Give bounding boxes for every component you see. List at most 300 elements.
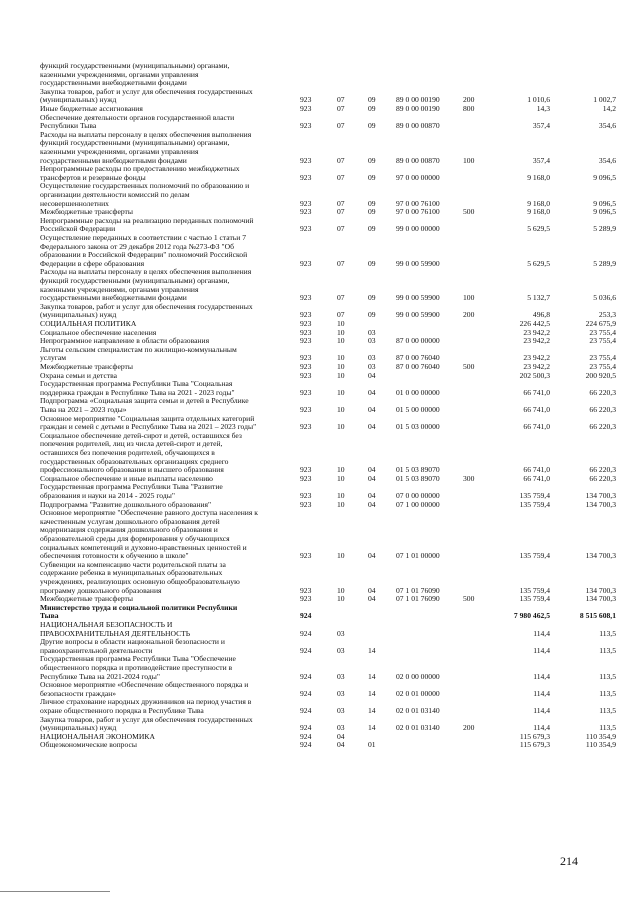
- expense-type-code: 100: [463, 293, 475, 303]
- amount-year-2: 66 220,3: [589, 404, 616, 414]
- section-code: 07: [337, 198, 345, 208]
- ministry-code: 923: [300, 404, 312, 414]
- target-article-code: 89 0 00 00870: [396, 155, 440, 165]
- description-line: функций государственными (муниципальными) органами,: [40, 275, 230, 285]
- description-line: СОЦИАЛЬНАЯ ПОЛИТИКА: [40, 319, 137, 328]
- ministry-code: 923: [300, 465, 312, 475]
- amount-year-1: 114,4: [533, 628, 550, 638]
- description-line: Основное мероприятие «Обеспечение общественного порядка и: [40, 680, 249, 690]
- row-description: [40, 432, 298, 475]
- description-line: Тыва: [40, 611, 59, 621]
- description-line: Расходы на выплаты персоналу в целях обеспечения выполнения: [40, 129, 252, 139]
- ministry-code: 923: [300, 362, 312, 371]
- description-line: Государственная программа Республики Тыва "Развитие: [40, 482, 223, 492]
- amount-year-1: 23 942,2: [523, 353, 550, 363]
- amount-year-2: 23 755,4: [589, 327, 616, 337]
- description-line: Федерального закона от 29 декабря 2012 года №273-ФЗ "Об: [40, 241, 234, 251]
- table-row: [0, 698, 639, 715]
- target-article-code: 07 1 01 00000: [396, 551, 440, 561]
- description-line: Российской Федерации: [40, 224, 116, 234]
- amount-year-1: 135 759,4: [519, 490, 550, 500]
- description-line: Республики Тыва: [40, 121, 97, 131]
- description-line: поддержка граждан в Республике Тыва на 2021 - 2023 годы": [40, 387, 235, 397]
- amount-year-1: 9 168,0: [527, 198, 550, 208]
- table-row: [0, 114, 639, 131]
- ministry-code: 923: [300, 172, 312, 182]
- description-line: обеспечения готовности к обучению в школе": [40, 551, 189, 561]
- amount-year-2: 5 289,9: [593, 224, 616, 234]
- target-article-code: 99 0 00 00000: [396, 224, 440, 234]
- description-line: НАЦИОНАЛЬНАЯ БЕЗОПАСНОСТЬ И: [40, 620, 173, 629]
- amount-year-2: 66 220,3: [589, 465, 616, 475]
- target-article-code: 89 0 00 00190: [396, 95, 440, 105]
- section-code: 03: [337, 723, 345, 733]
- description-line: (муниципальных) нужд: [40, 95, 117, 105]
- amount-year-1: 357,4: [532, 121, 550, 131]
- description-line: трансфертов и резервные фонды: [40, 172, 146, 182]
- description-line: программу дошкольного образования: [40, 585, 162, 595]
- amount-year-1: 14,3: [536, 104, 550, 113]
- subsection-code: 09: [368, 172, 376, 182]
- row-description: [40, 131, 298, 165]
- expense-type-code: 200: [463, 723, 475, 733]
- amount-year-2: 113,5: [599, 723, 616, 733]
- section-code: 07: [337, 95, 345, 105]
- amount-year-1: 114,4: [533, 645, 550, 655]
- description-line: общественного порядка и противодействие преступности в: [40, 662, 233, 672]
- amount-year-2: 110 354,9: [585, 731, 616, 741]
- description-line: Закупка товаров, работ и услуг для обеспечения государственных: [40, 714, 253, 724]
- target-article-code: 01 5 03 00000: [396, 422, 440, 432]
- description-line: Республике Тыва на 2021-2024 годы": [40, 671, 160, 681]
- amount-year-2: 5 289,9: [593, 258, 616, 268]
- target-article-code: 01 5 03 89070: [396, 465, 440, 475]
- subsection-code: 03: [368, 362, 376, 371]
- ministry-code: 923: [300, 95, 312, 105]
- section-code: 07: [337, 224, 345, 234]
- ministry-code: 924: [300, 671, 312, 681]
- target-article-code: 87 0 00 00000: [396, 336, 440, 346]
- subsection-code: 04: [368, 422, 376, 432]
- target-article-code: 99 0 00 59900: [396, 258, 440, 268]
- row-description: [40, 681, 298, 698]
- ministry-code: 924: [300, 740, 312, 750]
- target-article-code: 87 0 00 76040: [396, 362, 440, 371]
- amount-year-2: 66 220,3: [589, 473, 616, 483]
- description-line: качественным услугам дошкольного образования детей: [40, 516, 220, 526]
- target-article-code: 02 0 01 03140: [396, 723, 440, 733]
- row-description: [40, 114, 298, 131]
- description-line: государственными внебюджетными фондами: [40, 155, 187, 165]
- amount-year-1: 114,4: [533, 723, 550, 733]
- subsection-code: 03: [368, 327, 376, 337]
- section-code: 07: [337, 207, 345, 217]
- expense-type-code: 200: [463, 310, 475, 320]
- amount-year-2: 253,3: [598, 310, 616, 320]
- description-line: Непрограммное направление в области образования: [40, 336, 210, 346]
- amount-year-2: 200 920,5: [585, 370, 616, 380]
- amount-year-1: 114,4: [533, 705, 550, 715]
- description-line: функций государственными (муниципальными) органами,: [40, 138, 230, 148]
- target-article-code: 97 0 00 76100: [396, 207, 440, 217]
- description-line: оставшихся без попечения родителей, обучающихся в: [40, 447, 215, 457]
- expense-type-code: 200: [463, 95, 475, 105]
- table-row: [0, 483, 639, 500]
- description-line: Государственная программа Республики Тыва "Обеспечение: [40, 654, 236, 664]
- description-line: казенными учреждениями, органами управления: [40, 284, 199, 294]
- section-code: 03: [337, 628, 345, 638]
- description-line: Межбюджетные трансферты: [40, 207, 133, 217]
- description-line: модернизация содержания дошкольного образования и: [40, 525, 218, 535]
- description-line: (муниципальных) нужд: [40, 723, 117, 733]
- subsection-code: 04: [368, 585, 376, 595]
- amount-year-1: 23 942,2: [523, 336, 550, 346]
- description-line: функций государственными (муниципальными) органами,: [40, 61, 230, 70]
- table-row: [0, 509, 639, 561]
- amount-year-1: 9 168,0: [527, 172, 550, 182]
- target-article-code: 97 0 00 76100: [396, 198, 440, 208]
- ministry-code: 923: [300, 370, 312, 380]
- ministry-code: 924: [300, 723, 312, 733]
- description-line: образования и науки на 2014 - 2025 годы": [40, 490, 175, 500]
- description-line: Обеспечение деятельности органов государственной власти: [40, 112, 235, 122]
- amount-year-1: 135 759,4: [519, 594, 550, 604]
- row-description: [40, 217, 298, 234]
- ministry-code: 923: [300, 327, 312, 337]
- row-description: [40, 346, 298, 363]
- section-code: 07: [337, 155, 345, 165]
- ministry-code: 924: [300, 628, 312, 638]
- section-code: 10: [337, 594, 345, 604]
- ministry-code: 924: [300, 705, 312, 715]
- target-article-code: 99 0 00 59900: [396, 293, 440, 303]
- expense-type-code: 300: [463, 473, 475, 483]
- section-code: 07: [337, 121, 345, 131]
- target-article-code: 89 0 00 00870: [396, 121, 440, 131]
- amount-year-2: 134 700,3: [585, 585, 616, 595]
- description-line: государственных образовательных организациях среднего: [40, 456, 229, 466]
- row-description: [40, 483, 298, 500]
- table-row: [0, 681, 639, 698]
- table-row: [0, 655, 639, 681]
- section-code: 10: [337, 473, 345, 483]
- row-description: [40, 655, 298, 681]
- description-line: Социальное обеспечение населения: [40, 327, 157, 337]
- ministry-code: 923: [300, 319, 312, 328]
- subsection-code: 03: [368, 353, 376, 363]
- amount-year-2: 134 700,3: [585, 594, 616, 604]
- amount-year-1: 66 741,0: [523, 404, 550, 414]
- description-line: Другие вопросы в области национальной безопасности и: [40, 637, 225, 647]
- row-description: [40, 698, 298, 715]
- table-row: [0, 638, 639, 655]
- table-row: [0, 165, 639, 182]
- subsection-code: 04: [368, 594, 376, 604]
- amount-year-1: 496,8: [532, 310, 550, 320]
- ministry-code: 923: [300, 336, 312, 346]
- table-row: [0, 397, 639, 414]
- expense-type-code: 100: [463, 155, 475, 165]
- table-row: [0, 415, 639, 432]
- table-row: [0, 62, 639, 88]
- description-line: Непрограммные расходы по предоставлению межбюджетных: [40, 164, 240, 174]
- description-line: Осуществление переданных в соответствии с частью 1 статьи 7: [40, 233, 247, 242]
- section-code: 07: [337, 293, 345, 303]
- description-line: учреждениях, реализующих основную общеобразовательную: [40, 576, 240, 586]
- section-code: 10: [337, 353, 345, 363]
- amount-year-2: 354,6: [598, 155, 616, 165]
- amount-year-2: 23 755,4: [589, 353, 616, 363]
- table-row: [0, 561, 639, 595]
- description-line: Федерации в сфере образования: [40, 258, 145, 268]
- target-article-code: 97 0 00 00000: [396, 172, 440, 182]
- section-code: 10: [337, 404, 345, 414]
- target-article-code: 07 0 00 00000: [396, 490, 440, 500]
- target-article-code: 01 0 00 00000: [396, 387, 440, 397]
- subsection-code: 01: [368, 740, 376, 750]
- section-code: 07: [337, 258, 345, 268]
- subsection-code: 04: [368, 387, 376, 397]
- table-row: [0, 716, 639, 733]
- row-description: [40, 415, 298, 432]
- ministry-code: 923: [300, 585, 312, 595]
- amount-year-1: 5 629,5: [527, 258, 550, 268]
- section-code: 03: [337, 671, 345, 681]
- ministry-code: 923: [300, 155, 312, 165]
- subsection-code: 04: [368, 490, 376, 500]
- table-row: [0, 217, 639, 234]
- table-row: [0, 182, 639, 208]
- section-code: 10: [337, 551, 345, 561]
- amount-year-2: 113,5: [599, 705, 616, 715]
- target-article-code: 99 0 00 59900: [396, 310, 440, 320]
- description-line: Министерство труда и социальной политики Республики: [40, 602, 238, 612]
- description-line: (муниципальных) нужд: [40, 310, 117, 320]
- ministry-code: 923: [300, 387, 312, 397]
- section-code: 10: [337, 465, 345, 475]
- amount-year-1: 1 010,6: [527, 95, 550, 105]
- amount-year-1: 226 442,5: [519, 319, 550, 328]
- target-article-code: 02 0 01 03140: [396, 705, 440, 715]
- amount-year-2: 66 220,3: [589, 422, 616, 432]
- table-row: [0, 131, 639, 165]
- description-line: Межбюджетные трансферты: [40, 362, 133, 371]
- target-article-code: 01 5 03 89070: [396, 473, 440, 483]
- amount-year-2: 23 755,4: [589, 362, 616, 371]
- amount-year-1: 115 679,3: [519, 731, 550, 741]
- page-number: 214: [560, 854, 578, 868]
- amount-year-2: 354,6: [598, 121, 616, 131]
- subsection-code: 04: [368, 473, 376, 483]
- description-line: Расходы на выплаты персоналу в целях обеспечения выполнения: [40, 267, 252, 277]
- amount-year-1: 135 759,4: [519, 499, 550, 509]
- section-code: 03: [337, 688, 345, 698]
- amount-year-1: 5 132,7: [527, 293, 550, 303]
- description-line: Межбюджетные трансферты: [40, 594, 133, 604]
- target-article-code: 87 0 00 76040: [396, 353, 440, 363]
- amount-year-2: 66 220,3: [589, 387, 616, 397]
- description-line: Основное мероприятие "Обеспечение равного доступа населения к: [40, 508, 258, 518]
- amount-year-1: 66 741,0: [523, 473, 550, 483]
- description-line: Государственная программа Республики Тыва "Социальная: [40, 379, 233, 389]
- table-row: [0, 432, 639, 475]
- amount-year-2: 1 002,7: [593, 95, 616, 105]
- description-line: ПРАВООХРАНИТЕЛЬНАЯ ДЕЯТЕЛЬНОСТЬ: [40, 628, 191, 638]
- subsection-code: 04: [368, 404, 376, 414]
- amount-year-2: 113,5: [599, 628, 616, 638]
- target-article-code: 02 0 01 00000: [396, 688, 440, 698]
- amount-year-2: 9 096,5: [593, 198, 616, 208]
- section-code: 07: [337, 104, 345, 113]
- description-line: охране общественного порядка в Республике Тыва: [40, 705, 204, 715]
- section-code: 04: [337, 740, 345, 750]
- row-description: [40, 234, 298, 268]
- description-line: услугам: [40, 353, 67, 363]
- section-code: 10: [337, 370, 345, 380]
- description-line: профессионального образования и высшего образования: [40, 465, 224, 475]
- subsection-code: 04: [368, 465, 376, 475]
- expense-type-code: 500: [463, 207, 475, 217]
- section-code: 10: [337, 490, 345, 500]
- description-line: социальных компетенций и духовно-нравственных ценностей и: [40, 542, 247, 552]
- expense-type-code: 500: [463, 594, 475, 604]
- subsection-code: 09: [368, 104, 376, 113]
- description-line: Тыва на 2021 – 2023 годы»: [40, 404, 127, 414]
- section-code: 10: [337, 499, 345, 509]
- ministry-code: 923: [300, 594, 312, 604]
- subsection-code: 09: [368, 258, 376, 268]
- amount-year-2: 14,2: [602, 104, 616, 113]
- ministry-code: 923: [300, 490, 312, 500]
- amount-year-2: 8 515 608,1: [579, 611, 616, 621]
- description-line: Закупка товаров, работ и услуг для обеспечения государственных: [40, 86, 253, 96]
- row-description: [40, 303, 298, 320]
- amount-year-2: 113,5: [599, 671, 616, 681]
- description-line: Подпрограмма "Развитие дошкольного образования": [40, 499, 212, 509]
- description-line: Общеэкономические вопросы: [40, 740, 137, 750]
- amount-year-1: 66 741,0: [523, 465, 550, 475]
- subsection-code: 04: [368, 499, 376, 509]
- ministry-code: 923: [300, 353, 312, 363]
- description-line: правоохранительной деятельности: [40, 645, 153, 655]
- table-row: [0, 741, 639, 750]
- row-description: [40, 165, 298, 182]
- ministry-code: 923: [300, 207, 312, 217]
- description-line: Льготы сельским специалистам по жилищно-коммунальным: [40, 344, 237, 354]
- subsection-code: 04: [368, 370, 376, 380]
- amount-year-2: 9 096,5: [593, 172, 616, 182]
- amount-year-1: 114,4: [533, 671, 550, 681]
- row-description: [40, 561, 298, 595]
- amount-year-2: 5 036,6: [593, 293, 616, 303]
- subsection-code: 09: [368, 293, 376, 303]
- description-line: Охрана семьи и детства: [40, 370, 117, 380]
- description-line: Субвенции на компенсацию части родительской платы за: [40, 559, 226, 569]
- section-code: 10: [337, 319, 345, 328]
- subsection-code: 14: [368, 723, 376, 733]
- description-line: образовании в Российской Федерации" полномочий Российской: [40, 250, 248, 260]
- description-line: Подпрограмма «Социальная защита семьи и детей в Республике: [40, 396, 249, 406]
- ministry-code: 923: [300, 258, 312, 268]
- table-row: [0, 621, 639, 638]
- ministry-code: 924: [300, 611, 312, 621]
- description-line: Социальное обеспечение детей-сирот и детей, оставшихся без: [40, 430, 242, 440]
- amount-year-1: 357,4: [532, 155, 550, 165]
- amount-year-1: 66 741,0: [523, 422, 550, 432]
- amount-year-1: 23 942,2: [523, 327, 550, 337]
- ministry-code: 924: [300, 645, 312, 655]
- table-row: [0, 604, 639, 621]
- subsection-code: 03: [368, 336, 376, 346]
- description-line: образовательной среды для формирования у обучающихся: [40, 533, 230, 543]
- description-line: содержание ребенка в муниципальных образовательных: [40, 568, 223, 578]
- section-code: 10: [337, 422, 345, 432]
- row-description: [40, 638, 298, 655]
- row-description: [40, 716, 298, 733]
- ministry-code: 923: [300, 104, 312, 113]
- subsection-code: 09: [368, 95, 376, 105]
- subsection-code: 09: [368, 155, 376, 165]
- row-description: [40, 604, 298, 621]
- row-description: [40, 380, 298, 397]
- subsection-code: 14: [368, 705, 376, 715]
- ministry-code: 923: [300, 422, 312, 432]
- target-article-code: 01 5 00 00000: [396, 404, 440, 414]
- amount-year-2: 23 755,4: [589, 336, 616, 346]
- table-row: [0, 380, 639, 397]
- description-line: Социальное обеспечение и иные выплаты населению: [40, 473, 213, 483]
- row-description: [40, 88, 298, 105]
- description-line: государственными внебюджетными фондами: [40, 293, 187, 303]
- subsection-code: 09: [368, 121, 376, 131]
- table-row: [0, 268, 639, 302]
- row-description: [40, 62, 298, 88]
- amount-year-2: 9 096,5: [593, 207, 616, 217]
- subsection-code: 09: [368, 207, 376, 217]
- row-description: [40, 741, 298, 750]
- target-article-code: 07 1 00 00000: [396, 499, 440, 509]
- ministry-code: 923: [300, 473, 312, 483]
- subsection-code: 09: [368, 224, 376, 234]
- amount-year-2: 134 700,3: [585, 499, 616, 509]
- description-line: Личное страхование народных дружинников на период участия в: [40, 697, 252, 707]
- table-row: [0, 234, 639, 268]
- ministry-code: 923: [300, 224, 312, 234]
- section-code: 10: [337, 387, 345, 397]
- description-line: казенными учреждениями, органами управления: [40, 69, 199, 79]
- amount-year-1: 23 942,2: [523, 362, 550, 371]
- description-line: Закупка товаров, работ и услуг для обеспечения государственных: [40, 301, 253, 311]
- amount-year-2: 110 354,9: [585, 740, 616, 750]
- description-line: организации деятельности комиссий по делам: [40, 189, 190, 199]
- description-line: Непрограммные расходы на реализацию переданных полномочий: [40, 215, 254, 225]
- ministry-code: 923: [300, 293, 312, 303]
- amount-year-2: 134 700,3: [585, 490, 616, 500]
- ministry-code: 923: [300, 499, 312, 509]
- table-row: [0, 88, 639, 105]
- amount-year-2: 113,5: [599, 688, 616, 698]
- row-description: [40, 182, 298, 208]
- table-row: [0, 346, 639, 363]
- subsection-code: 14: [368, 688, 376, 698]
- expense-type-code: 500: [463, 362, 475, 371]
- row-description: [40, 509, 298, 561]
- target-article-code: 07 1 01 76090: [396, 585, 440, 595]
- amount-year-2: 113,5: [599, 645, 616, 655]
- ministry-code: 923: [300, 198, 312, 208]
- section-code: 10: [337, 585, 345, 595]
- amount-year-1: 135 759,4: [519, 551, 550, 561]
